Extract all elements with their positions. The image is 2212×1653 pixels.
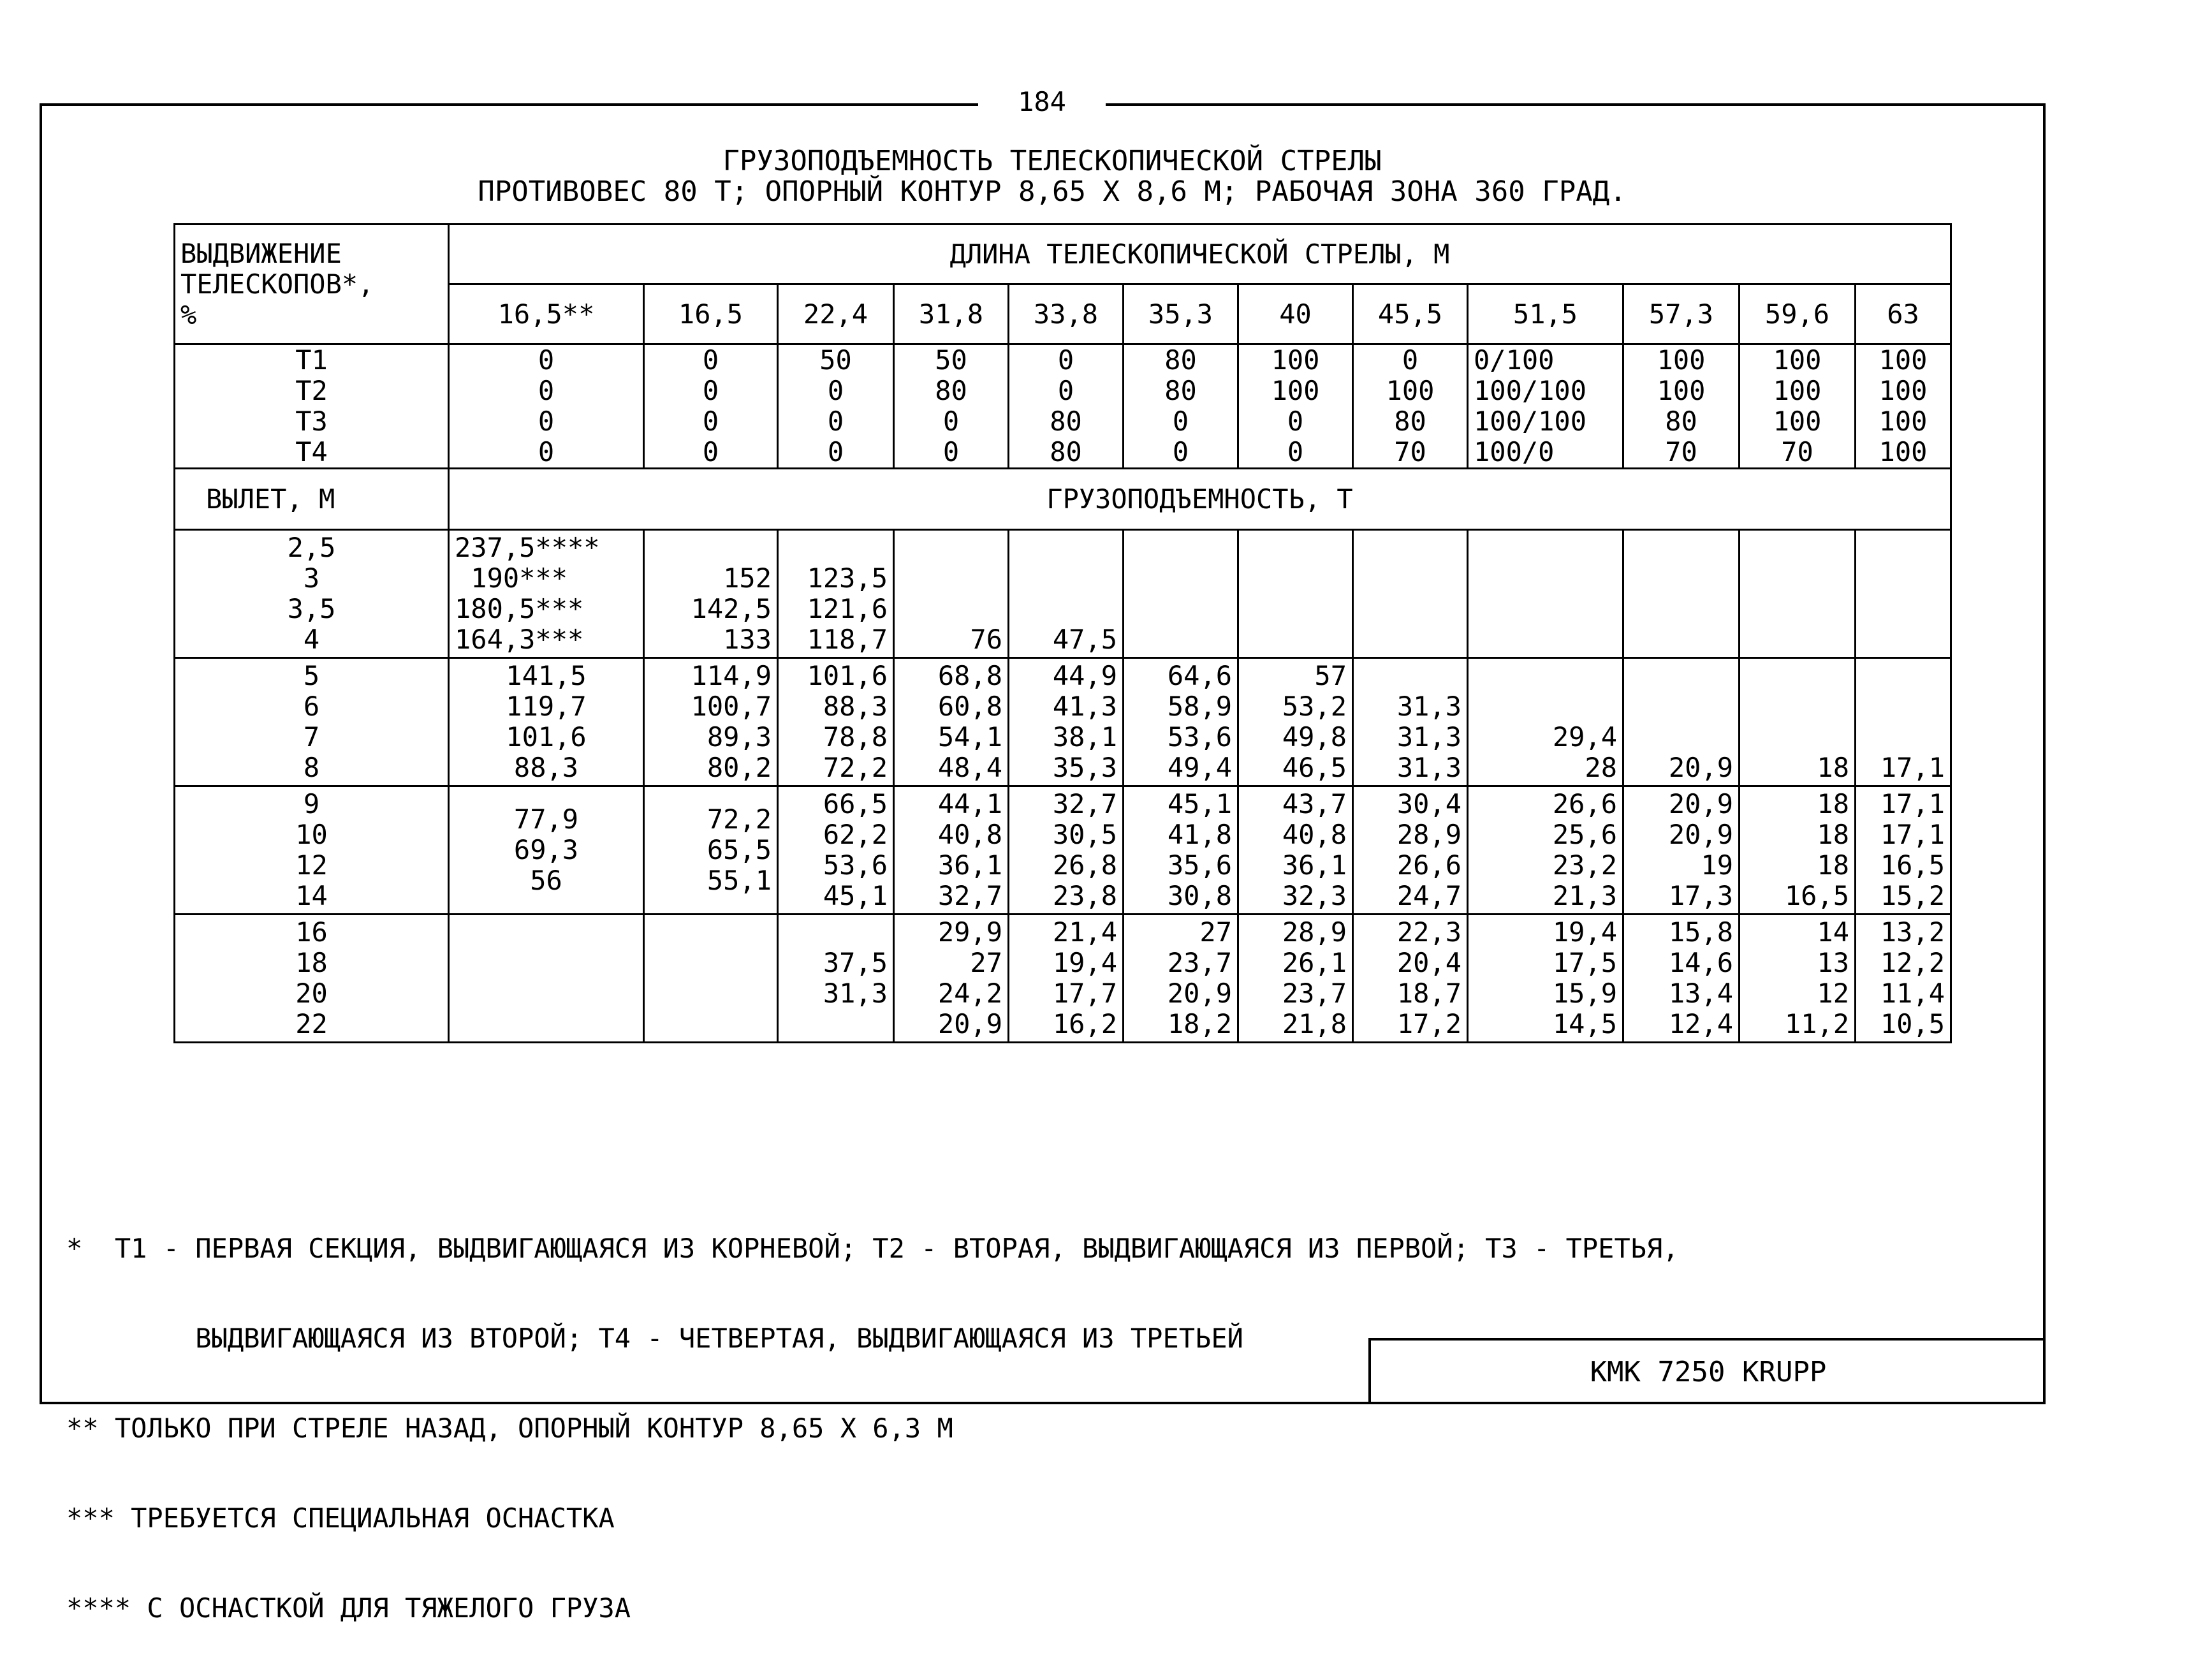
capacity-cell: 44,9 41,3 38,1 35,3: [1009, 658, 1124, 786]
capacity-cell: [1856, 530, 1951, 658]
telescope-value-cell: 0 0 0 0: [644, 344, 778, 469]
footnote-line: * Т1 - ПЕРВАЯ СЕКЦИЯ, ВЫДВИГАЮЩАЯСЯ ИЗ КОРНЕВОЙ; Т2 - ВТОРАЯ, ВЫДВИГАЮЩАЯСЯ ИЗ ПЕРВОЙ; Т3 - ТРЕТЬЯ,: [66, 1233, 1679, 1264]
telescope-extension-header: ВЫДВИЖЕНИЕ ТЕЛЕСКОПОВ*, %: [175, 224, 449, 344]
boom-length-cell: 16,5: [644, 284, 778, 344]
boom-length-cell: 35,3: [1124, 284, 1238, 344]
footnote-line: **** С ОСНАСТКОЙ ДЛЯ ТЯЖЕЛОГО ГРУЗА: [66, 1592, 631, 1624]
capacity-cell: 64,6 58,9 53,6 49,4: [1124, 658, 1238, 786]
capacity-cell: 47,5: [1009, 530, 1124, 658]
boom-length-cell: 51,5: [1468, 284, 1623, 344]
capacity-cell: [449, 915, 644, 1043]
boom-length-cell: 22,4: [778, 284, 894, 344]
boom-length-header: ДЛИНА ТЕЛЕСКОПИЧЕСКОЙ СТРЕЛЫ, М: [449, 224, 1951, 284]
telescope-values-row: [175, 344, 1951, 469]
page-number: 184: [978, 83, 1106, 121]
capacity-cell: 20,9 20,9 19 17,3: [1623, 786, 1740, 915]
footnote-line: ** ТОЛЬКО ПРИ СТРЕЛЕ НАЗАД, ОПОРНЫЙ КОНТУР 8,65 Х 6,3 М: [66, 1413, 953, 1444]
telescope-value-cell: 0 0 0 0: [449, 344, 644, 469]
capacity-cell: 29,9 27 24,2 20,9: [894, 915, 1009, 1043]
boom-length-cell: 31,8: [894, 284, 1009, 344]
capacity-cell: 123,5 121,6 118,7: [778, 530, 894, 658]
capacity-cell: [1353, 530, 1468, 658]
capacity-cell: 30,4 28,9 26,6 24,7: [1353, 786, 1468, 915]
capacity-cell: [1238, 530, 1353, 658]
radius-cell: 2,5 3 3,5 4: [175, 530, 449, 658]
capacity-cell: 15,8 14,6 13,4 12,4: [1623, 915, 1740, 1043]
telescope-value-cell: 100 100 0 0: [1238, 344, 1353, 469]
telescope-value-cell: 80 80 0 0: [1124, 344, 1238, 469]
table-subtitle: ПРОТИВОВЕС 80 Т; ОПОРНЫЙ КОНТУР 8,65 Х 8,6 М; РАБОЧАЯ ЗОНА 360 ГРАД.: [478, 175, 1627, 208]
capacity-cell: 17,1: [1856, 658, 1951, 786]
capacity-cell: 29,4 28: [1468, 658, 1623, 786]
capacity-cell: 68,8 60,8 54,1 48,4: [894, 658, 1009, 786]
capacity-cell: 141,5 119,7 101,6 88,3: [449, 658, 644, 786]
boom-length-cell: 40: [1238, 284, 1353, 344]
capacity-header: ГРУЗОПОДЪЕМНОСТЬ, Т: [449, 469, 1951, 530]
model-stamp: КМК 7250 KRUPP: [1368, 1338, 2046, 1404]
telescope-value-cell: 0 100 80 70: [1353, 344, 1468, 469]
capacity-cell: 45,1 41,8 35,6 30,8: [1124, 786, 1238, 915]
footnotes: [66, 1173, 1679, 1653]
telescope-value-cell: 100 100 100 100: [1856, 344, 1951, 469]
capacity-cell: 31,3 31,3 31,3: [1353, 658, 1468, 786]
capacity-group-row: [175, 530, 1951, 658]
boom-length-cell: 33,8: [1009, 284, 1124, 344]
capacity-cell: [1468, 530, 1623, 658]
boom-length-cell: 16,5**: [449, 284, 644, 344]
telescope-value-cell: 50 80 0 0: [894, 344, 1009, 469]
telescope-labels: Т1 Т2 Т3 Т4: [175, 344, 449, 469]
boom-length-cell: 57,3: [1623, 284, 1740, 344]
capacity-cell: 18: [1740, 658, 1856, 786]
capacity-cell: [644, 915, 778, 1043]
capacity-cell: 17,1 17,1 16,5 15,2: [1856, 786, 1951, 915]
capacity-cell: 13,2 12,2 11,4 10,5: [1856, 915, 1951, 1043]
capacity-cell: 114,9 100,7 89,3 80,2: [644, 658, 778, 786]
capacity-cell: 21,4 19,4 17,7 16,2: [1009, 915, 1124, 1043]
capacity-cell: [1740, 530, 1856, 658]
boom-length-cell: 59,6: [1740, 284, 1856, 344]
radius-cell: 16 18 20 22: [175, 915, 449, 1043]
capacity-cell: 28,9 26,1 23,7 21,8: [1238, 915, 1353, 1043]
capacity-cell: 72,2 65,5 55,1: [644, 786, 778, 915]
capacity-cell: 57 53,2 49,8 46,5: [1238, 658, 1353, 786]
capacity-cell: 37,5 31,3: [778, 915, 894, 1043]
telescope-value-cell: 0 0 80 80: [1009, 344, 1124, 469]
capacity-cell: 152 142,5 133: [644, 530, 778, 658]
radius-cell: 9 10 12 14: [175, 786, 449, 915]
capacity-cell: 19,4 17,5 15,9 14,5: [1468, 915, 1623, 1043]
capacity-cell: 43,7 40,8 36,1 32,3: [1238, 786, 1353, 915]
capacity-cell: 26,6 25,6 23,2 21,3: [1468, 786, 1623, 915]
capacity-cell: 237,5**** 190*** 180,5*** 164,3***: [449, 530, 644, 658]
capacity-cell: 27 23,7 20,9 18,2: [1124, 915, 1238, 1043]
capacity-cell: 20,9: [1623, 658, 1740, 786]
footnote-line: *** ТРЕБУЕТСЯ СПЕЦИАЛЬНАЯ ОСНАСТКА: [66, 1502, 615, 1534]
telescope-value-cell: 50 0 0 0: [778, 344, 894, 469]
capacity-cell: 14 13 12 11,2: [1740, 915, 1856, 1043]
radius-cell: 5 6 7 8: [175, 658, 449, 786]
capacity-cell: 44,1 40,8 36,1 32,7: [894, 786, 1009, 915]
capacity-group-row: [175, 915, 1951, 1043]
capacity-cell: [1124, 530, 1238, 658]
capacity-group-row: [175, 786, 1951, 915]
capacity-cell: [1623, 530, 1740, 658]
capacity-cell: 32,7 30,5 26,8 23,8: [1009, 786, 1124, 915]
table-title: ГРУЗОПОДЪЕМНОСТЬ ТЕЛЕСКОПИЧЕСКОЙ СТРЕЛЫ: [722, 145, 1382, 177]
telescope-value-cell: 0/100 100/100 100/100 100/0: [1468, 344, 1623, 469]
capacity-cell: 76: [894, 530, 1009, 658]
capacity-cell: 22,3 20,4 18,7 17,2: [1353, 915, 1468, 1043]
capacity-group-row: [175, 658, 1951, 786]
capacity-cell: 18 18 18 16,5: [1740, 786, 1856, 915]
telescope-value-cell: 100 100 100 70: [1740, 344, 1856, 469]
boom-length-cell: 45,5: [1353, 284, 1468, 344]
capacity-cell: 101,6 88,3 78,8 72,2: [778, 658, 894, 786]
load-chart-table: [173, 223, 1952, 1043]
radius-header: ВЫЛЕТ, М: [175, 469, 449, 530]
footnote-line: ВЫДВИГАЮЩАЯСЯ ИЗ ВТОРОЙ; Т4 - ЧЕТВЕРТАЯ, ВЫДВИГАЮЩАЯСЯ ИЗ ТРЕТЬЕЙ: [66, 1323, 1243, 1354]
boom-length-cell: 63: [1856, 284, 1951, 344]
capacity-cell: 66,5 62,2 53,6 45,1: [778, 786, 894, 915]
telescope-value-cell: 100 100 80 70: [1623, 344, 1740, 469]
capacity-cell: 77,9 69,3 56: [449, 786, 644, 915]
